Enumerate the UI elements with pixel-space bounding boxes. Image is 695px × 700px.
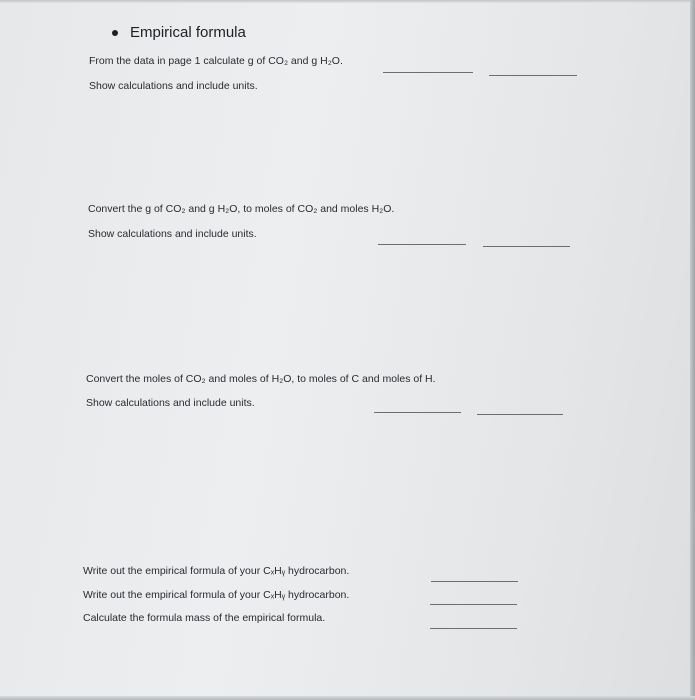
answer-blank-formula-mass[interactable] [430, 628, 517, 629]
instruction-empirical-formula: Write out the empirical formula of your CₓHᵧ hydrocarbon. [83, 589, 350, 601]
answer-blank-moles-h[interactable] [477, 414, 563, 415]
answer-blank-moles-h2o[interactable] [483, 246, 570, 247]
answer-blank-g-h2o[interactable] [489, 75, 577, 76]
instruction-convert-c-h: Convert the moles of CO₂ and moles of H₂O, to moles of C and moles of H. [86, 373, 436, 385]
bullet-icon [112, 30, 118, 36]
heading-text: Empirical formula [130, 24, 246, 41]
answer-blank-formula-2[interactable] [430, 604, 517, 605]
instruction-empirical-formula: Write out the empirical formula of your CₓHᵧ hydrocarbon. [83, 565, 350, 577]
instruction-show-work: Show calculations and include units. [88, 228, 257, 240]
instruction-convert-moles: Convert the g of CO₂ and g H₂O, to moles of CO₂ and moles H₂O. [88, 203, 395, 215]
answer-blank-formula-1[interactable] [431, 581, 518, 582]
answer-blank-moles-c[interactable] [374, 412, 461, 413]
instruction-show-work: Show calculations and include units. [89, 80, 258, 92]
page-bottom-edge [0, 696, 695, 700]
answer-blank-moles-co2[interactable] [378, 244, 466, 245]
instruction-formula-mass: Calculate the formula mass of the empirical formula. [83, 612, 326, 624]
page-right-edge [690, 0, 695, 700]
answer-blank-g-co2[interactable] [383, 72, 473, 73]
page-top-edge [0, 0, 695, 3]
instruction-calc-grams: From the data in page 1 calculate g of CO₂ and g H₂O. [89, 55, 343, 67]
section-heading [112, 24, 246, 41]
instruction-show-work: Show calculations and include units. [86, 397, 255, 409]
